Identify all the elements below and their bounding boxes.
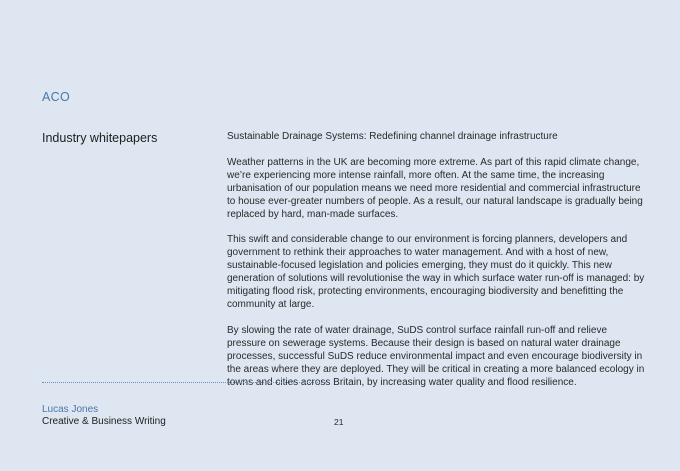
article-paragraph-1: Weather patterns in the UK are becoming more extreme. As part of this rapid climate change, we’re experiencing more intense rainfall, more often. At the same time, the increasing urbanisation of our population means we need more residential and commercial infrastructure to house ever-greater numbers of people. As a result, our natural landscape is gradually being replaced by hard, man-made surfaces.	[227, 156, 643, 220]
brand-label: ACO	[42, 90, 70, 104]
author-name: Lucas Jones	[42, 404, 99, 415]
article-paragraph-2: This swift and considerable change to our environment is forcing planners, developers and government to rethink their approaches to water management. And with a host of new, sustainable-focused legislation and policies emerging, they must do it quickly. This new generation of solutions will revolutionise the way in which surface water run-off is managed: by mitigating flood risk, protecting environments, encouraging biodiversity and benefitting the community at large.	[227, 234, 645, 310]
article-heading: Sustainable Drainage Systems: Redefining channel drainage infrastructure	[227, 131, 558, 142]
section-title: Industry whitepapers	[42, 131, 158, 145]
footer-divider	[42, 382, 330, 383]
article-paragraph-3: By slowing the rate of water drainage, SuDS control surface rainfall run-off and relieve pressure on sewerage systems. Because their design is based on natural water drainage processes, successful SuDS reduce environmental impact and even encourage biodiversity in the areas where they are deployed. They will be critical in creating a more balanced ecology in towns and cities across Britain, by increasing water quality and flood resilience.	[227, 324, 645, 388]
page-number: 21	[334, 417, 344, 427]
course-name: Creative & Business Writing	[42, 416, 166, 427]
article-body	[227, 131, 647, 402]
